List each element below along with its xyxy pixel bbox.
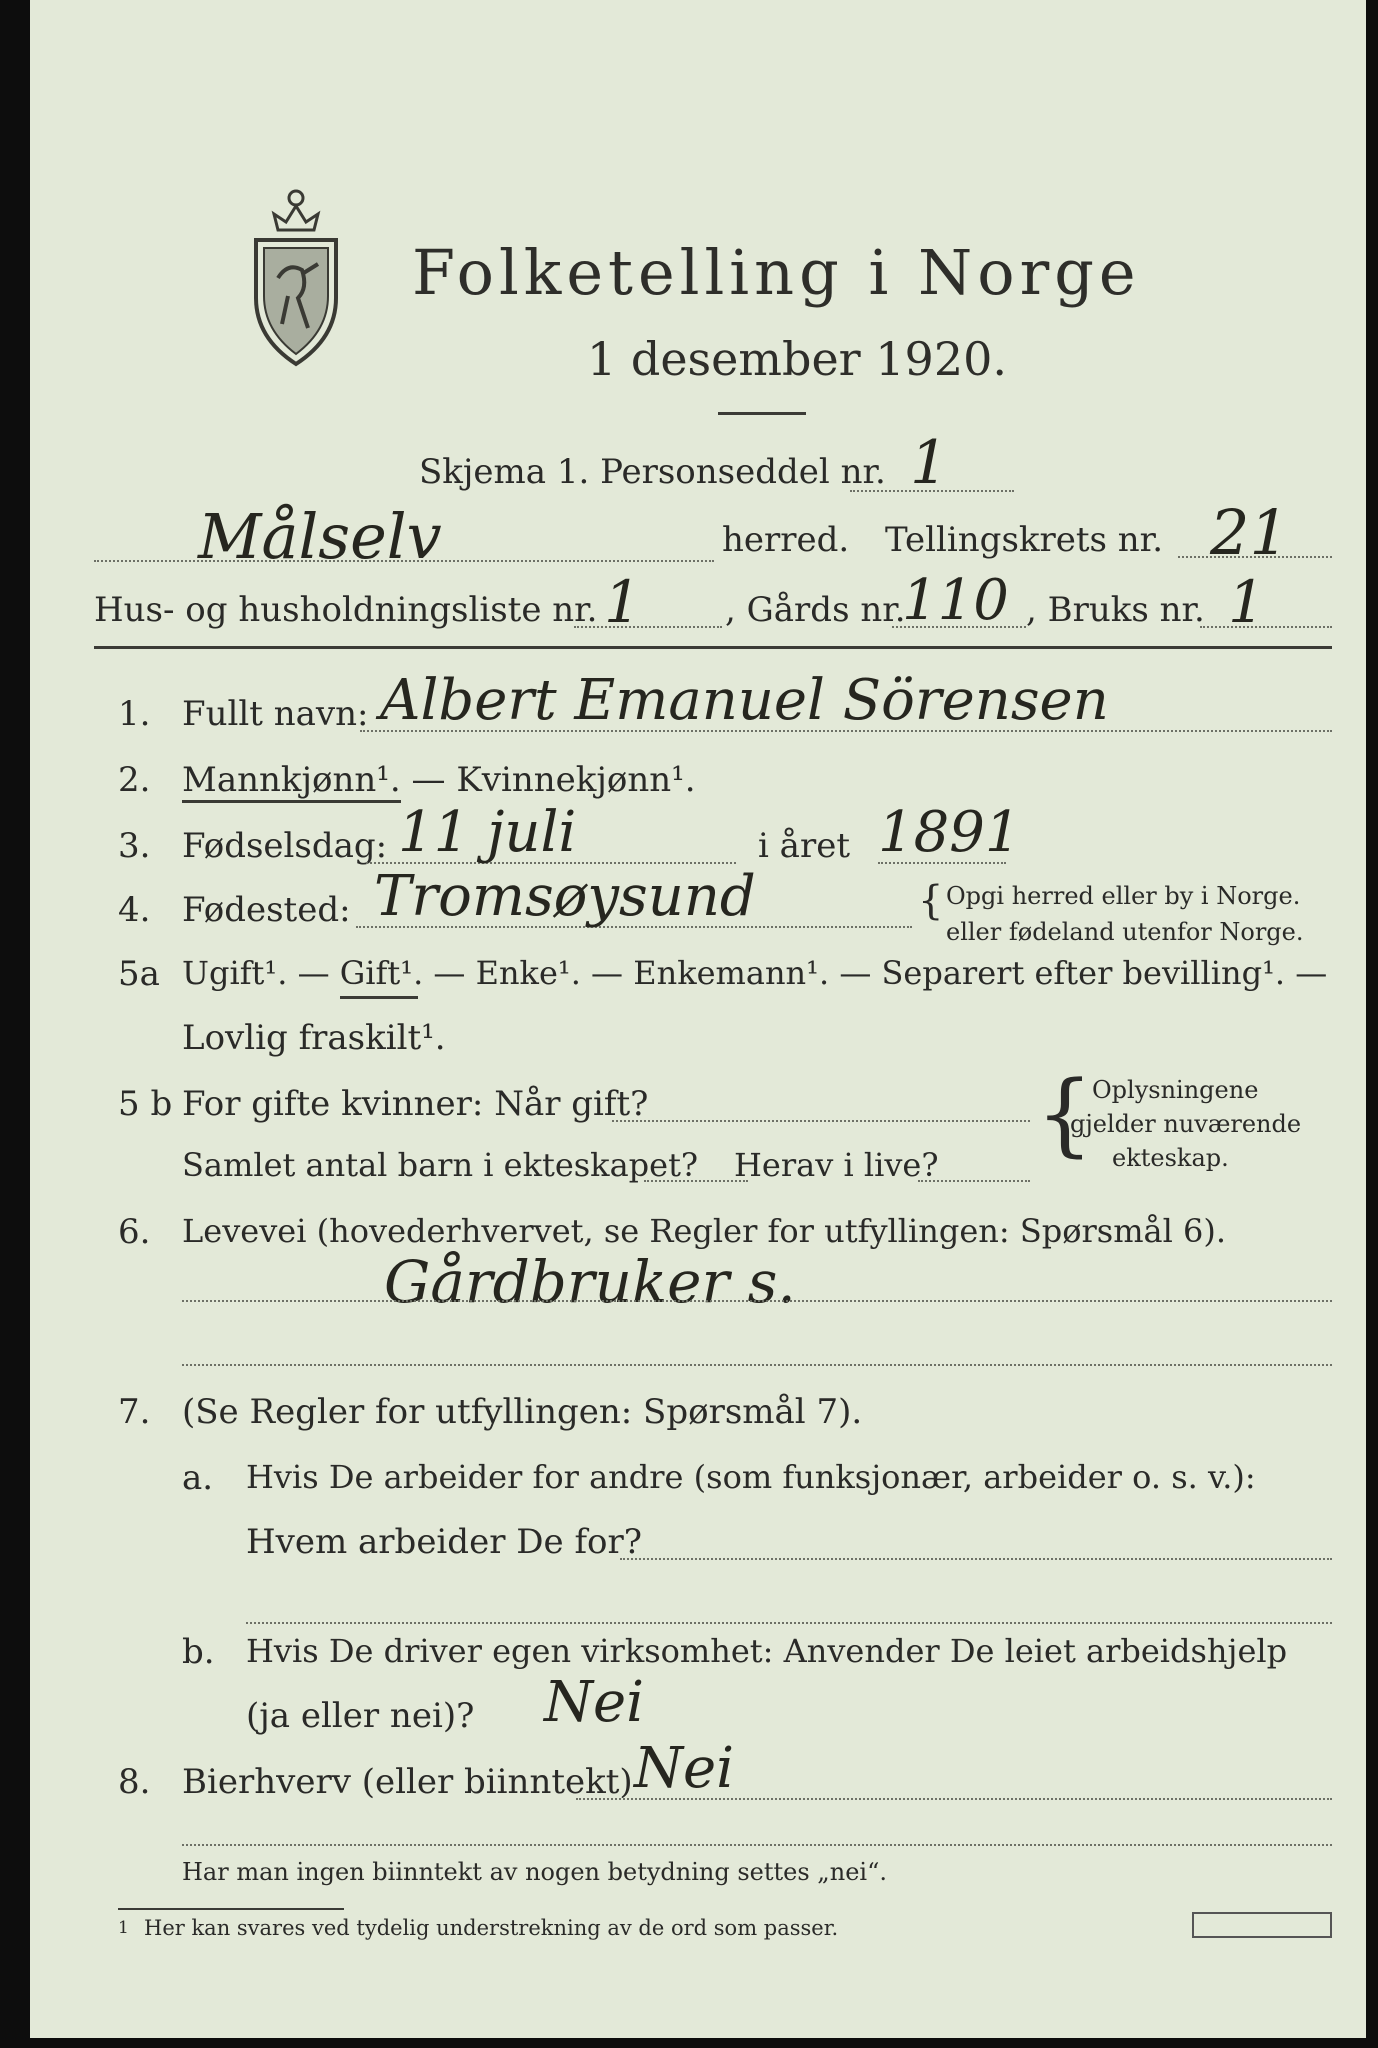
household-list-line [574,626,722,628]
q2-male-option: Mannkjønn¹. [182,760,401,803]
q6-label: Levevei (hovederhvervet, se Regler for utfyllingen: Spørsmål 6). [182,1212,1227,1250]
q8-label: Bierhverv (eller biinntekt) [182,1762,633,1802]
footnote-text: Her kan svares ved tydelig understrekning av de ord som passer. [144,1916,839,1940]
q6-line1 [182,1300,1332,1302]
q5b-brace: { [1036,1062,1094,1167]
q3-number: 3. [118,826,151,866]
q2-female-option: Kvinnekjønn¹. [456,760,696,800]
q7-label: (Se Regler for utfyllingen: Spørsmål 7). [182,1392,863,1432]
q4-brace: { [918,878,944,924]
q5b-married-line [612,1120,1030,1122]
schema-label: Skjema 1. Personseddel nr. [419,452,886,492]
q2-options [182,760,696,800]
q3-birthday-value: 11 juli [398,800,577,865]
q5b-married-label: For gifte kvinner: Når gift? [182,1084,649,1124]
herred-label: herred. [722,520,850,560]
q6-line2 [182,1364,1332,1366]
page-title: Folketelling i Norge [412,236,1141,309]
q5a-gift-underline [340,996,418,999]
q7b-hired-help-value: Nei [544,1670,645,1735]
q1-label: Fullt navn: [182,694,369,734]
q5a-number: 5a [118,954,160,994]
household-list-label: Hus- og husholdningsliste nr. [94,590,598,630]
q7a-employer-line [620,1558,1332,1560]
herred-value: Målselv [198,500,442,573]
q5b-note-line2: gjelder nuværende [1070,1110,1302,1138]
q5b-alive-line [918,1180,1030,1182]
printer-stamp-icon [1192,1912,1332,1938]
q2-separator: — [400,760,457,800]
q4-number: 4. [118,890,151,930]
household-list-value: 1 [604,568,641,636]
schema-number-value: 1 [910,428,949,498]
q4-birthplace-value: Tromsøysund [374,864,756,929]
q2-number: 2. [118,760,151,800]
q5b-children-label: Samlet antal barn i ekteskapet? [182,1146,699,1184]
census-form-sheet [30,0,1366,2038]
q8-side-income-value: Nei [634,1736,735,1801]
bruks-line [1200,626,1332,628]
nei-instruction: Har man ingen biinntekt av nogen betydning settes „nei“. [182,1858,887,1886]
q5b-note-line3: ekteskap. [1112,1144,1229,1172]
bruks-value: 1 [1228,568,1265,636]
q7a-letter: a. [182,1458,214,1498]
q3-year-label: i året [758,826,850,866]
bruks-label: , Bruks nr. [1026,590,1205,630]
coat-of-arms-icon [248,178,344,368]
q8-number: 8. [118,1762,151,1802]
q3-label: Fødselsdag: [182,826,388,866]
q7a-line2: Hvem arbeider De for? [246,1522,642,1562]
q5b-alive-label: Herav i live? [734,1146,939,1184]
census-date: 1 desember 1920. [587,332,1007,386]
q7b-line1: Hvis De driver egen virksomhet: Anvender De leiet arbeidshjelp [246,1632,1288,1670]
q5b-children-line [644,1180,748,1182]
q7b-line2: (ja eller nei)? [246,1696,475,1736]
gards-value: 110 [902,568,1009,633]
footnote-divider [118,1908,344,1910]
footnote-mark: 1 [118,1918,129,1938]
q5b-number: 5 b [118,1084,173,1124]
q7-number: 7. [118,1392,151,1432]
q4-label: Fødested: [182,890,351,930]
q8-extra-line [182,1844,1332,1846]
q6-number: 6. [118,1212,151,1252]
q4-note-line2: eller fødeland utenfor Norge. [946,918,1304,946]
q1-number: 1. [118,694,151,734]
gards-label: , Gårds nr. [725,590,906,630]
q5b-note-line1: Oplysningene [1092,1076,1259,1104]
tellingskrets-value: 21 [1210,496,1289,569]
q1-full-name-value: Albert Emanuel Sörensen [380,668,1109,733]
q4-note-line1: Opgi herred eller by i Norge. [946,882,1301,910]
tellingskrets-label: Tellingskrets nr. [885,520,1164,560]
q5a-options-line1: Ugift¹. — Gift¹. — Enke¹. — Enkemann¹. — Separert efter bevilling¹. — [182,954,1328,992]
q7a-extra-line [246,1622,1332,1624]
q7a-line1: Hvis De arbeider for andre (som funksjonær, arbeider o. s. v.): [246,1458,1256,1496]
q7b-letter: b. [182,1632,215,1672]
title-divider [718,412,806,415]
header-divider [94,646,1332,649]
q5a-options-line2: Lovlig fraskilt¹. [182,1018,446,1058]
q6-occupation-value: Gårdbruker s. [384,1248,796,1316]
q3-year-value: 1891 [878,800,1021,865]
